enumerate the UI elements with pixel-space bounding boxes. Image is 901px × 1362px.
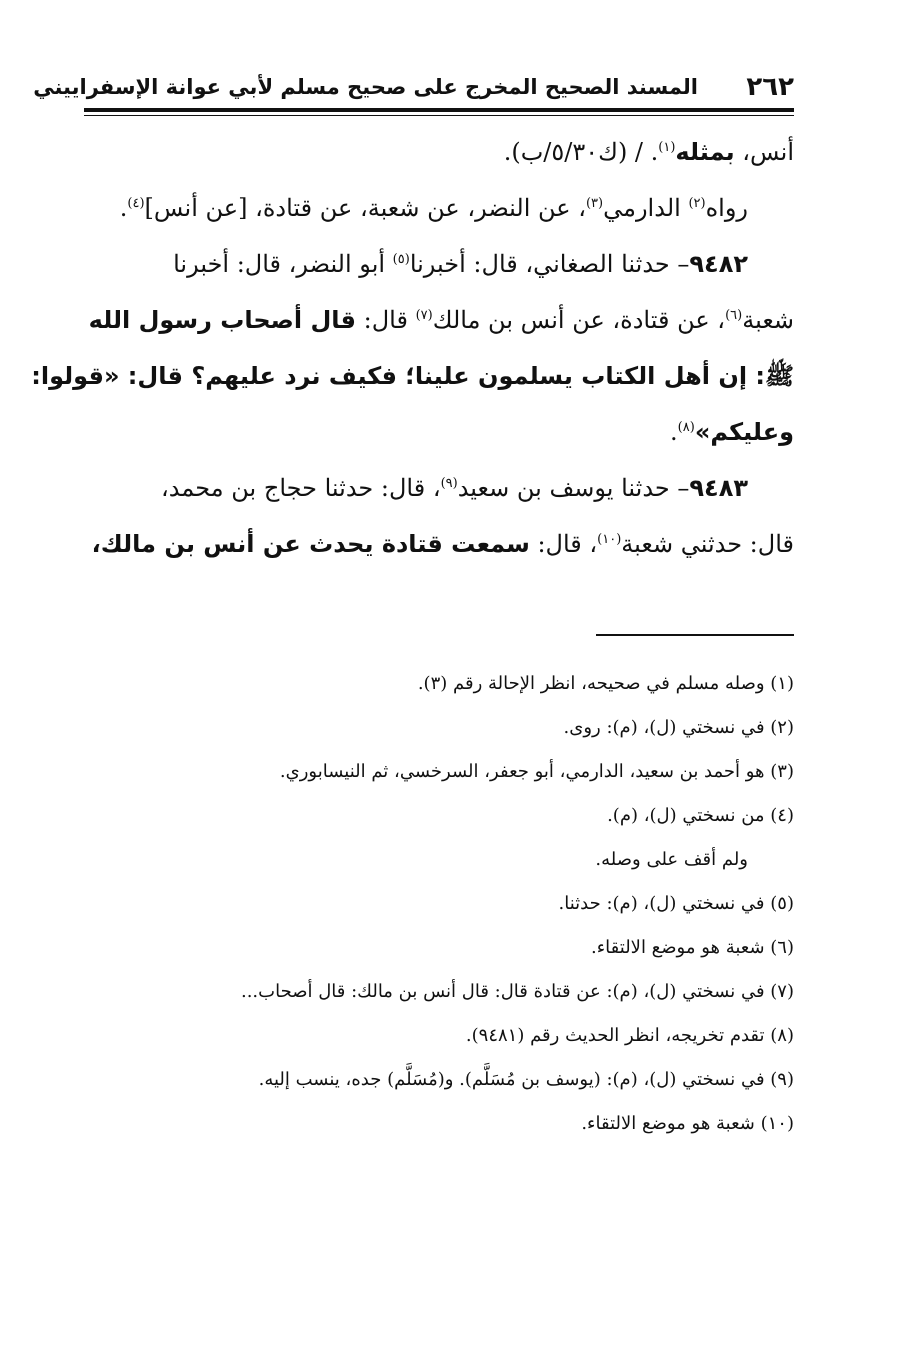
footnote: (٥) في نسختي (ل)، (م): حدثنا. bbox=[558, 893, 794, 914]
footnote: (١) وصله مسلم في صحيحه، انظر الإحالة رقم (٣). bbox=[417, 673, 794, 694]
text-line: وعليكم»$^{(٨)}$. bbox=[670, 418, 794, 446]
footnote: (٢) في نسختي (ل)، (م): روى. bbox=[563, 717, 794, 738]
text-line: أنس، بمثله$^{(١)}$. / (ك٥/٣٠/ب). bbox=[503, 138, 794, 166]
footnote: (٣) هو أحمد بن سعيد، الدارمي، أبو جعفر، السرخسي، ثم النيسابوري. bbox=[279, 761, 794, 782]
footnote: (٨) تقدم تخريجه، انظر الحديث رقم (٩٤٨١). bbox=[465, 1025, 794, 1046]
footnote-separator bbox=[596, 634, 794, 636]
main-text bbox=[31, 124, 794, 572]
footnote-ref[interactable]: (٨) bbox=[677, 420, 695, 435]
page-number: ٢٦٢ bbox=[746, 72, 794, 102]
text-line: شعبة$^{(٦)}$، عن قتادة، عن أنس بن مالك$^{(٧)}$ قال: قال أصحاب رسول الله bbox=[88, 306, 794, 334]
footnote-ref[interactable]: (٤) bbox=[127, 196, 145, 211]
header-rule-thick bbox=[84, 108, 794, 112]
hadith-number: ٩٤٨٣ bbox=[689, 474, 748, 502]
text-line: ﷺ: إن أهل الكتاب يسلمون علينا؛ فكيف نرد عليهم؟ قال: «قولوا: bbox=[31, 362, 794, 390]
footnote-ref[interactable]: (٥) bbox=[392, 252, 410, 267]
footnote: (٩) في نسختي (ل)، (م): (يوسف بن مُسَلَّم). و(مُسَلَّم) جده، ينسب إليه. bbox=[258, 1069, 794, 1090]
hadith-number: ٩٤٨٢ bbox=[689, 250, 748, 278]
text-line: قال: حدثني شعبة$^{(١٠)}$، قال: سمعت قتادة يحدث عن أنس بن مالك، bbox=[91, 530, 794, 558]
text-line: رواه$^{(٢)}$ الدارمي$^{(٣)}$، عن النضر، عن شعبة، عن قتادة، [عن أنس]$^{(٤)}$. bbox=[119, 194, 748, 222]
hadith-start: ٩٤٨٣– حدثنا يوسف بن سعيد$^{(٩)}$، قال: حدثنا حجاج بن محمد، bbox=[161, 474, 748, 502]
footnote-ref[interactable]: (٧) bbox=[415, 308, 433, 323]
footnote-ref[interactable]: (٣) bbox=[585, 196, 604, 211]
footnotes bbox=[84, 662, 794, 1146]
footnote-ref[interactable]: (٩) bbox=[440, 476, 458, 491]
footnote: (١٠) شعبة هو موضع الالتقاء. bbox=[581, 1113, 794, 1134]
header-rule-thin bbox=[84, 115, 794, 116]
footnote-ref[interactable]: (١٠) bbox=[597, 532, 622, 547]
footnote-continuation: ولم أقف على وصله. bbox=[595, 849, 748, 870]
footnote-ref[interactable]: (٢) bbox=[688, 196, 706, 211]
running-header bbox=[33, 70, 794, 106]
footnote: (٦) شعبة هو موضع الالتقاء. bbox=[590, 937, 794, 958]
hadith-start: ٩٤٨٢– حدثنا الصغاني، قال: أخبرنا$^{(٥)}$ أبو النضر، قال: أخبرنا bbox=[173, 250, 748, 278]
footnote: (٤) من نسختي (ل)، (م). bbox=[607, 805, 794, 826]
footnote-ref[interactable]: (٦) bbox=[725, 308, 743, 323]
book-title: المسند الصحيح المخرج على صحيح مسلم لأبي عوانة الإسفراييني bbox=[33, 75, 698, 99]
footnote: (٧) في نسختي (ل)، (م): عن قتادة قال: قال أنس بن مالك: قال أصحاب... bbox=[240, 981, 794, 1002]
footnote-ref[interactable]: (١) bbox=[658, 140, 676, 155]
